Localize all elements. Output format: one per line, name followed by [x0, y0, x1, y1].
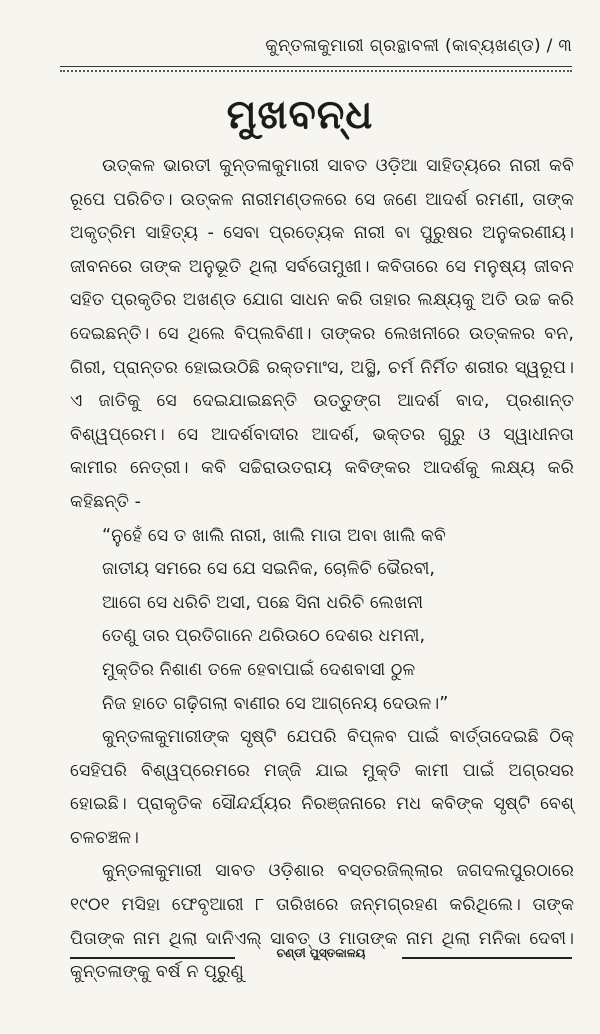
page-title: ମୁଖବନ୍ଧ	[226, 92, 374, 138]
poem-line: “ନୁହେଁ ସେ ତ ଖାଲି ନାରୀ, ଖାଲି ମାତା ଅବା ଖାଲି କବି	[102, 525, 446, 546]
poem-line: ତେଣୁ ତାର ପ୍ରତିଗାନେ ଥରିଉଠେ ଦେଶର ଧମନୀ,	[102, 626, 426, 647]
poem-line: ନିଜ ହାତେ ଗଢ଼ିଗଲା ବାଣୀର ସେ ଆଗ୍ନେୟ ଦେଉଳ।”	[102, 693, 449, 714]
poem-line: ଜାତୀୟ ସମରେ ସେ ଯେ ସଇନିକ, ଚୋଳିଚି ଭୈରବୀ,	[102, 559, 436, 580]
poem-line: ଆଗେ ସେ ଧରିଚି ଅସୀ, ପଛେ ସିନା ଧରିଚି ଲେଖନୀ	[102, 592, 424, 613]
running-header: କୁନ୍ତଳାକୁମାରୀ ଗ୍ରନ୍ଥାବଳୀ (କାବ୍ୟଖଣ୍ଡ) / ୩	[265, 36, 572, 56]
footer-rule-right	[402, 957, 572, 959]
paragraph-biography: କୁନ୍ତଳାକୁମାରୀ ସାବତ ଓଡ଼ିଶାର ବସ୍ତରଜିଲ୍ଲାର ଜଗଦଲପୁରଠାରେ ୧୯୦୧ ମସିହା ଫେବୃଆରୀ ୮ ତାରିଖରେ ଜନ୍ମଗ୍ରହଣ କରିଥିଲେ। ତାଙ୍କ ପିତାଙ୍କ ନାମ ଥିଲା ଦାନିଏଲ୍ ସାବତ୍ ଓ ମାତାଙ୍କ ନାମ ଥିଲା ମନିକା ଦେବୀ। କୁନ୍ତଳାଙ୍କୁ ବର୍ଷ ନ ପୂରୁଣୁ	[70, 861, 574, 983]
header-divider	[60, 66, 572, 75]
page-body	[70, 150, 574, 990]
paragraph-intro: ଉତ୍କଳ ଭାରତୀ କୁନ୍ତଳାକୁମାରୀ ସାବତ ଓଡ଼ିଆ ସାହିତ୍ୟରେ ନାରୀ କବି ରୂପେ ପରିଚିତ। ଉତ୍କଳ ନାରୀମଣ୍ଡଳରେ ସେ ଜଣେ ଆଦର୍ଶ ରମଣୀ, ତାଙ୍କ ଅକୃତ୍ରିମ ସାହିତ୍ୟ - ସେବା ପ୍ରତ୍ୟେକ ନାରୀ ବା ପୁରୁଷର ଅନୁକରଣୀୟ। ଜୀବନରେ ତାଙ୍କ ଅନୁଭୂତି ଥିଲା ସର୍ବତୋମୁଖୀ। କବିତାରେ ସେ ମନୁଷ୍ୟ ଜୀବନ ସହିତ ପ୍ରକୃତିର ଅଖଣ୍ଡ ଯୋଗ ସାଧନ କରି ତାହାର ଲକ୍ଷ୍ୟକୁ ଅତି ଉଚ୍ଚ କରି ଦେଇଛନ୍ତି। ସେ ଥିଲେ ବିପ୍ଲବିଣୀ। ତାଙ୍କର ଲେଖନୀରେ ଉତ୍କଳର ବନ, ଗିରୀ, ପ୍ରାନ୍ତର ହୋଇଉଠିଛି ରକ୍ତମାଂସ, ଅସ୍ଥି, ଚର୍ମ ନିର୍ମିତ ଶରୀର ସ୍ୱରୂପ। ଏ ଜାତିକୁ ସେ ଦେଇଯାଇଛନ୍ତି ଉତ୍ତୁଙ୍ଗ ଆଦର୍ଶ ବାଦ, ପ୍ରଶାନ୍ତ ବିଶ୍ୱପ୍ରେମ। ସେ ଆଦର୍ଶବାଦୀର ଆଦର୍ଶ, ଭକ୍ତର ଗୁରୁ ଓ ସ୍ୱାଧୀନତା କାମୀର ନେତ୍ରୀ। କବି ସଚ୍ଚିରାଉତରାୟ କବିଙ୍କର ଆଦର୍ଶକୁ ଲକ୍ଷ୍ୟ କରି କହିଛନ୍ତି -	[70, 156, 574, 512]
poem-line: ମୁକ୍ତିର ନିଶାଣ ତଳେ ହେବାପାଇଁ ଦେଶବାସୀ ଠୁଳ	[102, 659, 416, 680]
paragraph-creation: କୁନ୍ତଳାକୁମାରୀଙ୍କ ସୃଷ୍ଟି ଯେପରି ବିପ୍ଳବ ପାଇଁ ବାର୍ତ୍ତାଦେଇଛି ଠିକ୍ ସେହିପରି ବିଶ୍ୱପ୍ରେମରେ ମଜ୍ଜି ଯାଇ ମୁକ୍ତି କାମୀ ପାଇଁ ଅଗ୍ରସର ହୋଇଛି। ପ୍ରାକୃତିକ ସୌନ୍ଦର୍ଯ୍ୟର ନିରଞ୍ଜନାରେ ମଧ କବିଙ୍କ ସୃଷ୍ଟି ବେଶ୍ ଚଳଚଞ୍ଚଳ।	[70, 727, 574, 848]
footer-rule-left	[70, 957, 235, 959]
poem-quote	[70, 520, 574, 722]
publisher-name: ଚଣ୍ଡୀ ପୁସ୍ତକାଳୟ	[276, 946, 366, 960]
